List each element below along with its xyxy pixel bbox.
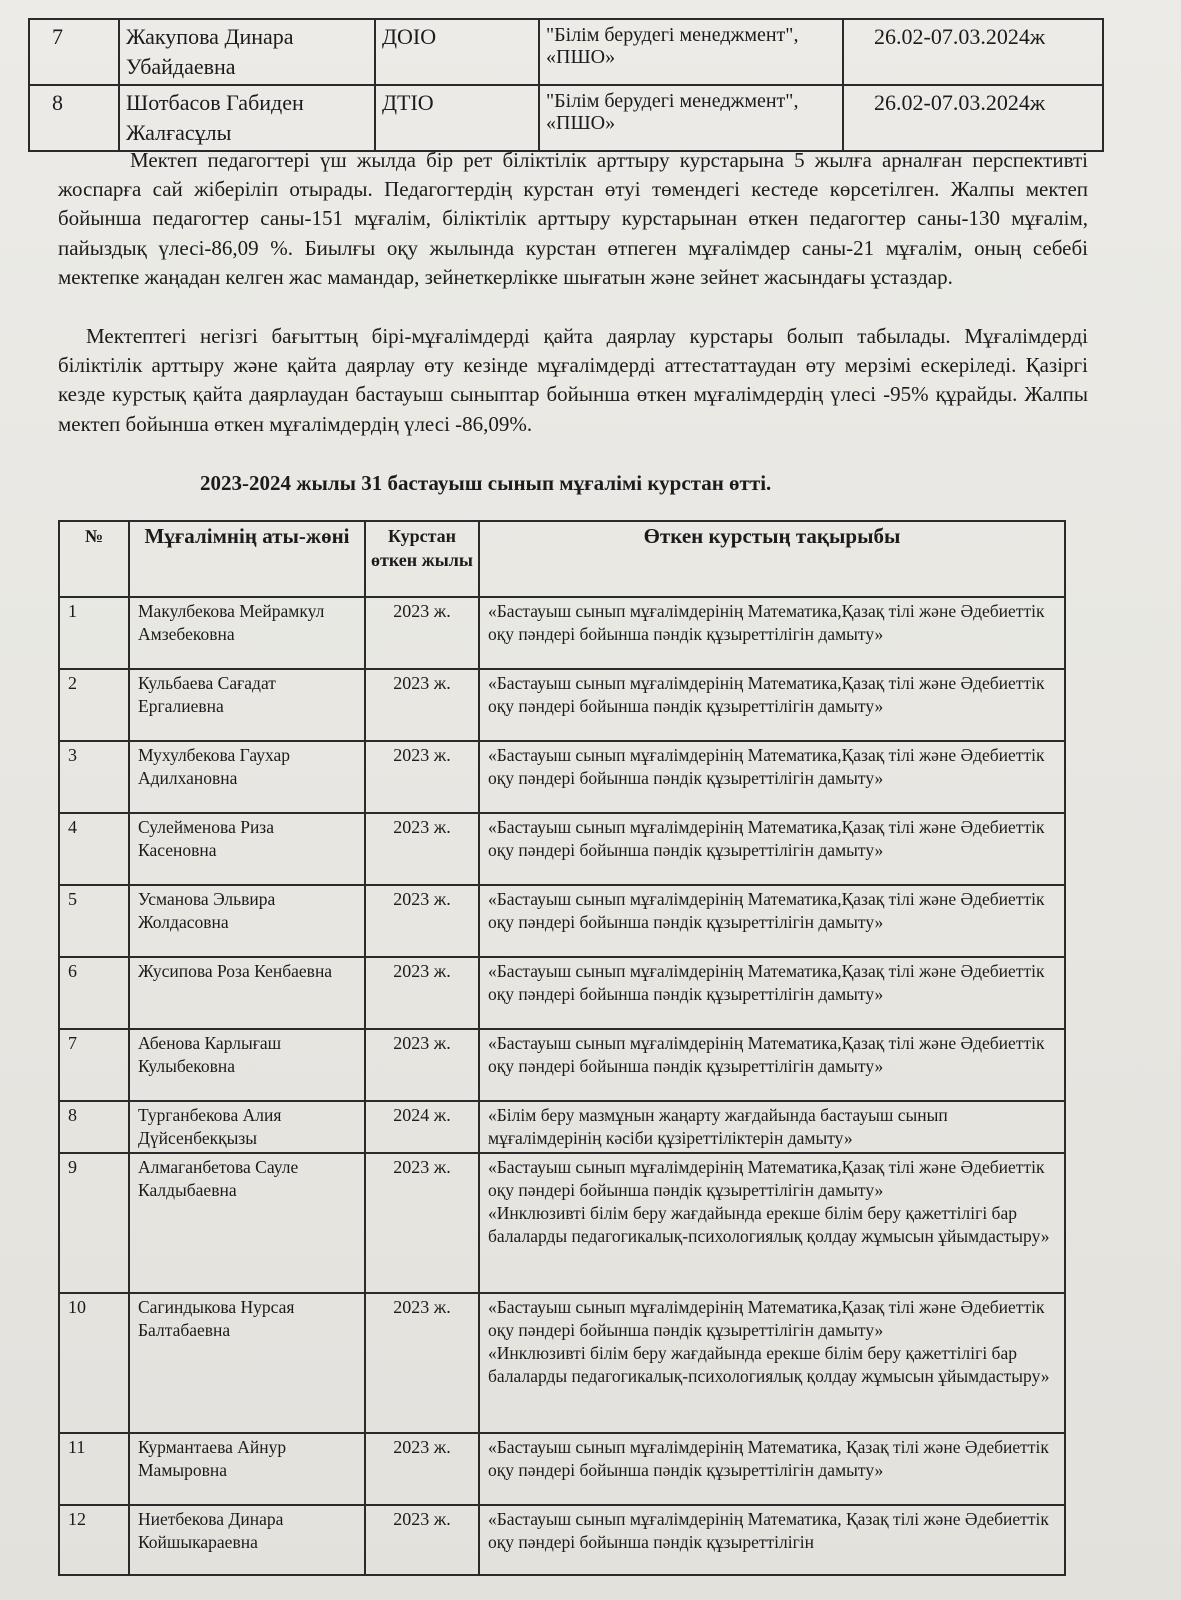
course-topic: «Бастауыш сынып мұғалімдерінің Математика, Қазақ тілі және Әдебиеттік оқу пәндері бойынша пәндік құзыреттілігін дамыту»	[488, 1437, 1049, 1480]
course-topics	[479, 1029, 1065, 1101]
row-number: 11	[59, 1433, 129, 1505]
course-topics	[479, 885, 1065, 957]
course-topics	[479, 1505, 1065, 1575]
table-row	[59, 813, 1065, 885]
row-number: 7	[59, 1029, 129, 1101]
row-number: 8	[59, 1101, 129, 1153]
course-dates: 26.02-07.03.2024ж	[843, 85, 1103, 151]
course-year: 2023 ж.	[365, 741, 479, 813]
table-row	[29, 19, 1103, 85]
table-row	[59, 885, 1065, 957]
table-header-row	[59, 521, 1065, 597]
course-topics	[479, 1433, 1065, 1505]
row-number: 9	[59, 1153, 129, 1293]
table-row	[59, 669, 1065, 741]
staff-department: ДТІО	[375, 85, 539, 151]
course-topic: «Инклюзивті білім беру жағдайында ерекше білім беру қажеттілігі бар балаларды педагогикалық-психологиялық қолдау жұмысын ұйымдастыру»	[488, 1203, 1050, 1246]
table-row	[59, 1433, 1065, 1505]
course-dates: 26.02-07.03.2024ж	[843, 19, 1103, 85]
course-year: 2023 ж.	[365, 813, 479, 885]
course-topic: «Бастауыш сынып мұғалімдерінің Математика,Қазақ тілі және Әдебиеттік оқу пәндері бойынша пәндік құзыреттілігін дамыту»	[488, 601, 1045, 644]
header-course-topic: Өткен курстың тақырыбы	[479, 521, 1065, 597]
row-number: 4	[59, 813, 129, 885]
table-row	[59, 1101, 1065, 1153]
row-number: 1	[59, 597, 129, 669]
teacher-name: Алмаганбетова Сауле Калдыбаевна	[129, 1153, 365, 1293]
course-topic: «Бастауыш сынып мұғалімдерінің Математика,Қазақ тілі және Әдебиеттік оқу пәндері бойынша пәндік құзыреттілігін дамыту»	[488, 889, 1045, 932]
staff-course-table	[28, 18, 1104, 152]
course-topics	[479, 1293, 1065, 1433]
teacher-name: Абенова Карлығаш Кулыбековна	[129, 1029, 365, 1101]
course-topics	[479, 1101, 1065, 1153]
table-row	[59, 1293, 1065, 1433]
course-year: 2023 ж.	[365, 957, 479, 1029]
course-topic: «Инклюзивті білім беру жағдайында ерекше білім беру қажеттілігі бар балаларды педагогикалық-психологиялық қолдау жұмысын ұйымдастыру»	[488, 1343, 1050, 1386]
course-year: 2023 ж.	[365, 1029, 479, 1101]
course-year: 2023 ж.	[365, 885, 479, 957]
staff-department: ДОІО	[375, 19, 539, 85]
teacher-name: Сагиндыкова Нурсая Балтабаевна	[129, 1293, 365, 1433]
course-topic: «Білім беру мазмұнын жаңарту жағдайында бастауыш сынып мұғалімдерінің кәсіби құзіреттіліктерін дамыту»	[488, 1105, 948, 1148]
staff-name: Шотбасов Габиден Жалғасұлы	[119, 85, 375, 151]
course-topics	[479, 1153, 1065, 1293]
teacher-name: Мухулбекова Гаухар Адилхановна	[129, 741, 365, 813]
teacher-name: Усманова Эльвира Жолдасовна	[129, 885, 365, 957]
teacher-name: Курмантаева Айнур Мамыровна	[129, 1433, 365, 1505]
course-topic: «Бастауыш сынып мұғалімдерінің Математика,Қазақ тілі және Әдебиеттік оқу пәндері бойынша пәндік құзыреттілігін дамыту»	[488, 1033, 1045, 1076]
course-topics	[479, 957, 1065, 1029]
teacher-name: Сулейменова Риза Касеновна	[129, 813, 365, 885]
table-row	[59, 1505, 1065, 1575]
row-number: 5	[59, 885, 129, 957]
course-topics	[479, 597, 1065, 669]
header-teacher-name: Мұғалімнің аты-жөні	[129, 521, 365, 597]
course-year: 2023 ж.	[365, 1153, 479, 1293]
course-year: 2023 ж.	[365, 1433, 479, 1505]
row-number: 12	[59, 1505, 129, 1575]
table-row	[59, 1153, 1065, 1293]
course-name: "Білім берудегі менеджмент", «ПШО»	[539, 85, 843, 151]
course-topics	[479, 741, 1065, 813]
teacher-name: Жусипова Роза Кенбаевна	[129, 957, 365, 1029]
row-number: 3	[59, 741, 129, 813]
row-number: 2	[59, 669, 129, 741]
course-topic: «Бастауыш сынып мұғалімдерінің Математика, Қазақ тілі және Әдебиеттік оқу пәндері бойынша пәндік құзыреттілігін	[488, 1509, 1049, 1552]
table-row	[59, 957, 1065, 1029]
table-row	[59, 741, 1065, 813]
course-topic: «Бастауыш сынып мұғалімдерінің Математика,Қазақ тілі және Әдебиеттік оқу пәндері бойынша пәндік құзыреттілігін дамыту»	[488, 673, 1045, 716]
course-name: "Білім берудегі менеджмент", «ПШО»	[539, 19, 843, 85]
row-number: 10	[59, 1293, 129, 1433]
teacher-name: Макулбекова Мейрамкул Амзебековна	[129, 597, 365, 669]
staff-name: Жакупова Динара Убайдаевна	[119, 19, 375, 85]
course-topics	[479, 669, 1065, 741]
course-topic: «Бастауыш сынып мұғалімдерінің Математика,Қазақ тілі және Әдебиеттік оқу пәндері бойынша пәндік құзыреттілігін дамыту»	[488, 745, 1045, 788]
table-row	[29, 85, 1103, 151]
row-number: 8	[29, 85, 119, 151]
table-row	[59, 1029, 1065, 1101]
teacher-name: Ниетбекова Динара Койшыкараевна	[129, 1505, 365, 1575]
course-year: 2023 ж.	[365, 1293, 479, 1433]
section-heading: 2023-2024 жылы 31 бастауыш сынып мұғалімі курстан өтті.	[200, 471, 772, 495]
course-year: 2024 ж.	[365, 1101, 479, 1153]
course-topic: «Бастауыш сынып мұғалімдерінің Математика,Қазақ тілі және Әдебиеттік оқу пәндері бойынша пәндік құзыреттілігін дамыту»	[488, 1157, 1045, 1200]
course-topic: «Бастауыш сынып мұғалімдерінің Математика,Қазақ тілі және Әдебиеттік оқу пәндері бойынша пәндік құзыреттілігін дамыту»	[488, 961, 1045, 1004]
teacher-name: Турганбекова Алия Дүйсенбекқызы	[129, 1101, 365, 1153]
course-topic: «Бастауыш сынып мұғалімдерінің Математика,Қазақ тілі және Әдебиеттік оқу пәндері бойынша пәндік құзыреттілігін дамыту»	[488, 817, 1045, 860]
course-year: 2023 ж.	[365, 597, 479, 669]
row-number: 7	[29, 19, 119, 85]
row-number: 6	[59, 957, 129, 1029]
paragraph-retraining: Мектептегі негізгі бағыттың бірі-мұғалімдерді қайта даярлау курстары болып табылады. Мұғалімдерді біліктілік арттыру және қайта даярлау өту кезінде мұғалімдерді аттестаттаудан өту мерзімі ескеріледі. Қазіргі кезде курстық қайта даярлаудан бастауыш сыныптар бойынша өткен мұғалімдердің үлесі -95% құрайды. Жалпы мектеп бойынша өткен мұғалімдердің үлесі -86,09%.	[58, 324, 1088, 436]
table-row	[59, 597, 1065, 669]
paragraph-training-plan: Мектеп педагогтері үш жылда бір рет біліктілік арттыру курстарына 5 жылға арналған перспективті жоспарға сай жіберіліп отырады. Педагогтердің курстан өтуі төмендегі кестеде көрсетілген. Жалпы мектеп бойынша педагогтер саны-151 мұғалім, біліктілік арттыру курстарынан өткен педагогтер саны-130 мұғалім, пайыздық үлесі-86,09 %. Биылғы оқу жылында курстан өтпеген мұғалімдер саны-21 мұғалім, оның себебі мектепке жаңадан келген жас мамандар, зейнеткерлікке шығатын және зейнет жасындағы ұстаздар.	[58, 148, 1088, 289]
header-number: №	[59, 521, 129, 597]
teacher-name: Кульбаева Сағадат Ергалиевна	[129, 669, 365, 741]
course-topic: «Бастауыш сынып мұғалімдерінің Математика,Қазақ тілі және Әдебиеттік оқу пәндері бойынша пәндік құзыреттілігін дамыту»	[488, 1297, 1045, 1340]
teacher-course-table	[58, 520, 1066, 1576]
course-year: 2023 ж.	[365, 1505, 479, 1575]
header-course-year: Курстан өткен жылы	[365, 521, 479, 597]
course-year: 2023 ж.	[365, 669, 479, 741]
course-topics	[479, 813, 1065, 885]
